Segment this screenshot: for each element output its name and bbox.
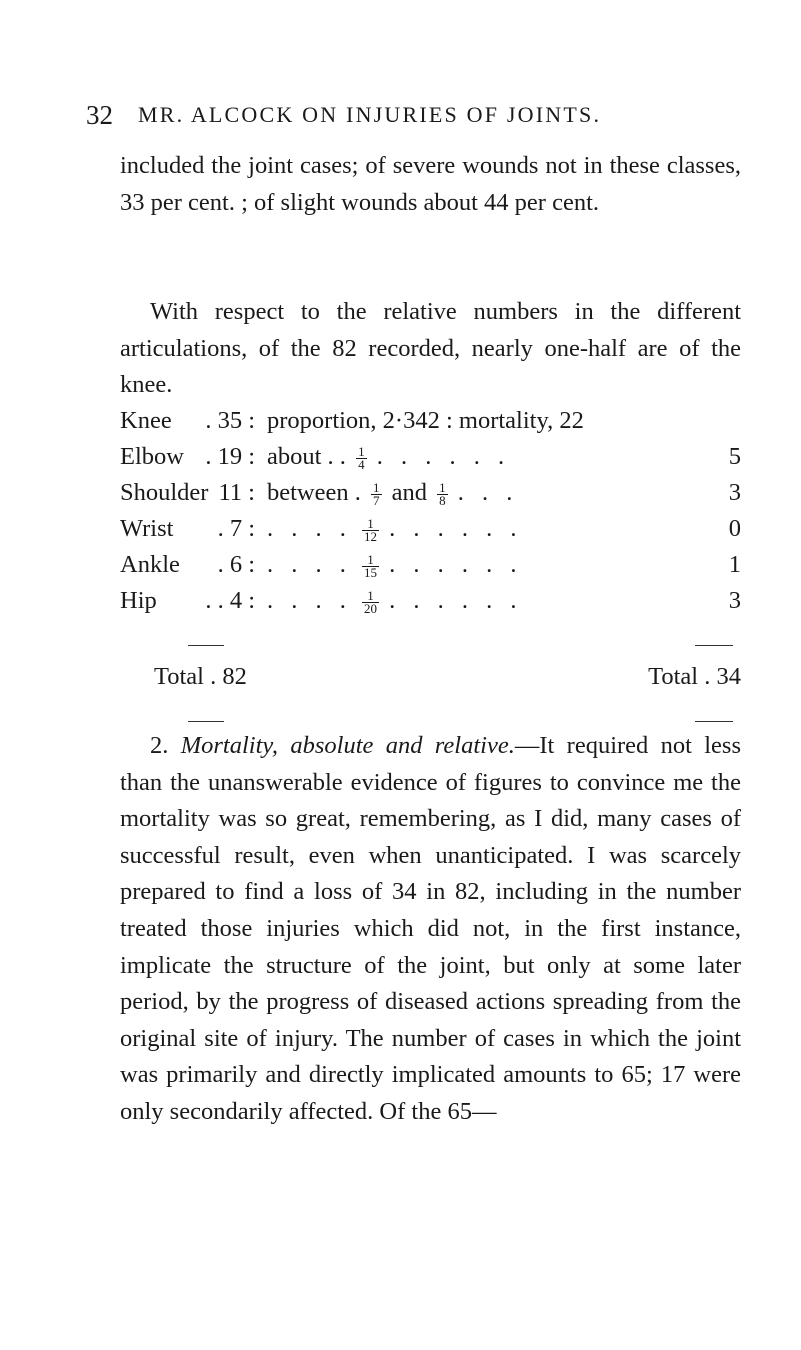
mortality-value: 3 (728, 479, 741, 506)
section-number: 2. (150, 732, 169, 759)
mortality-value: 5 (728, 443, 741, 470)
paragraph-text: —It required not less than the unanswerable evidence of figures to convince me the mortality was so great, remembering, as I did, many cases of successful result, even when unanticipated. I was scarcely prepared to find a loss of 34 in 82, including in the number treated those injuries which did not, in the first instance, implicate the structure of the joint, but only at some later period, by the progress of diseased actions spreading from the original site of injury. The number of cases in which the joint was primarily and directly implicated amounts to 65; 17 were only secondarily affected. Of the 65— (120, 732, 742, 1125)
fraction: $\frac{1}{20}$ (364, 587, 377, 616)
fraction: $\frac{1}{8}$ (439, 479, 446, 508)
paragraph-mortality (120, 728, 741, 1131)
joint-name: Ankle (120, 551, 180, 578)
case-count: . . 4 : (205, 587, 255, 614)
joint-name: Hip (120, 587, 157, 614)
table-row (120, 407, 741, 443)
case-count: . 19 : (205, 443, 255, 470)
case-count: . 7 : (217, 515, 255, 542)
table-row (120, 587, 741, 623)
paragraph-text: With respect to the relative numbers in the different articulations, of the 82 recorded, nearly one-half are of the knee. (120, 298, 741, 399)
fraction: $\frac{1}{4}$ (358, 443, 365, 472)
running-title: MR. ALCOCK ON INJURIES OF JOINTS. (138, 102, 602, 127)
table-row (120, 443, 741, 479)
total-rule-right (695, 721, 733, 722)
row-text: proportion, 2·342 : mortality, 22 (267, 407, 584, 434)
total-rule-left (188, 721, 224, 722)
proportion: between . $\frac{1}{7}$ and $\frac{1}{8}$ . . . (267, 479, 519, 508)
case-count: . 35 : (205, 407, 255, 434)
fraction: $\frac{1}{15}$ (364, 551, 377, 580)
sum-rule-right (695, 645, 733, 646)
proportion: . . . . $\frac{1}{15}$ . . . . . . (267, 551, 523, 580)
paragraph-articulations (120, 294, 741, 404)
total-cases: Total . 82 (154, 663, 247, 690)
fraction: $\frac{1}{12}$ (364, 515, 377, 544)
mortality-value: 1 (728, 551, 741, 578)
proportion-prefix: between . (267, 479, 361, 506)
joint-name: Knee (120, 407, 172, 434)
mortality-value: 0 (728, 515, 741, 542)
table-row (120, 479, 741, 515)
total-mortality: Total . 34 (648, 663, 741, 690)
paragraph-continued (120, 148, 741, 221)
page-header (86, 100, 746, 140)
case-count: 11 : (218, 479, 255, 506)
proportion: about . . $\frac{1}{4}$ . . . . . . (267, 443, 511, 472)
joint-name: Shoulder (120, 479, 209, 506)
fraction: $\frac{1}{7}$ (373, 479, 380, 508)
paragraph-text: included the joint cases; of severe wounds not in these classes, 33 per cent. ; of slight wounds about 44 per cent. (120, 152, 741, 216)
joint-statistics-table (120, 407, 741, 623)
joint-name: Wrist (120, 515, 174, 542)
and-word: and (391, 479, 427, 506)
sum-rule-left (188, 645, 224, 646)
table-row (120, 515, 741, 551)
table-row (120, 551, 741, 587)
proportion: . . . . $\frac{1}{12}$ . . . . . . (267, 515, 523, 544)
section-heading: Mortality, absolute and relative. (180, 732, 515, 759)
mortality-value: 3 (728, 587, 741, 614)
totals-row (120, 663, 741, 699)
proportion-prefix: about . . (267, 443, 346, 470)
joint-name: Elbow (120, 443, 184, 470)
case-count: . 6 : (217, 551, 255, 578)
page-number: 32 (86, 100, 113, 130)
proportion: . . . . $\frac{1}{20}$ . . . . . . (267, 587, 523, 616)
